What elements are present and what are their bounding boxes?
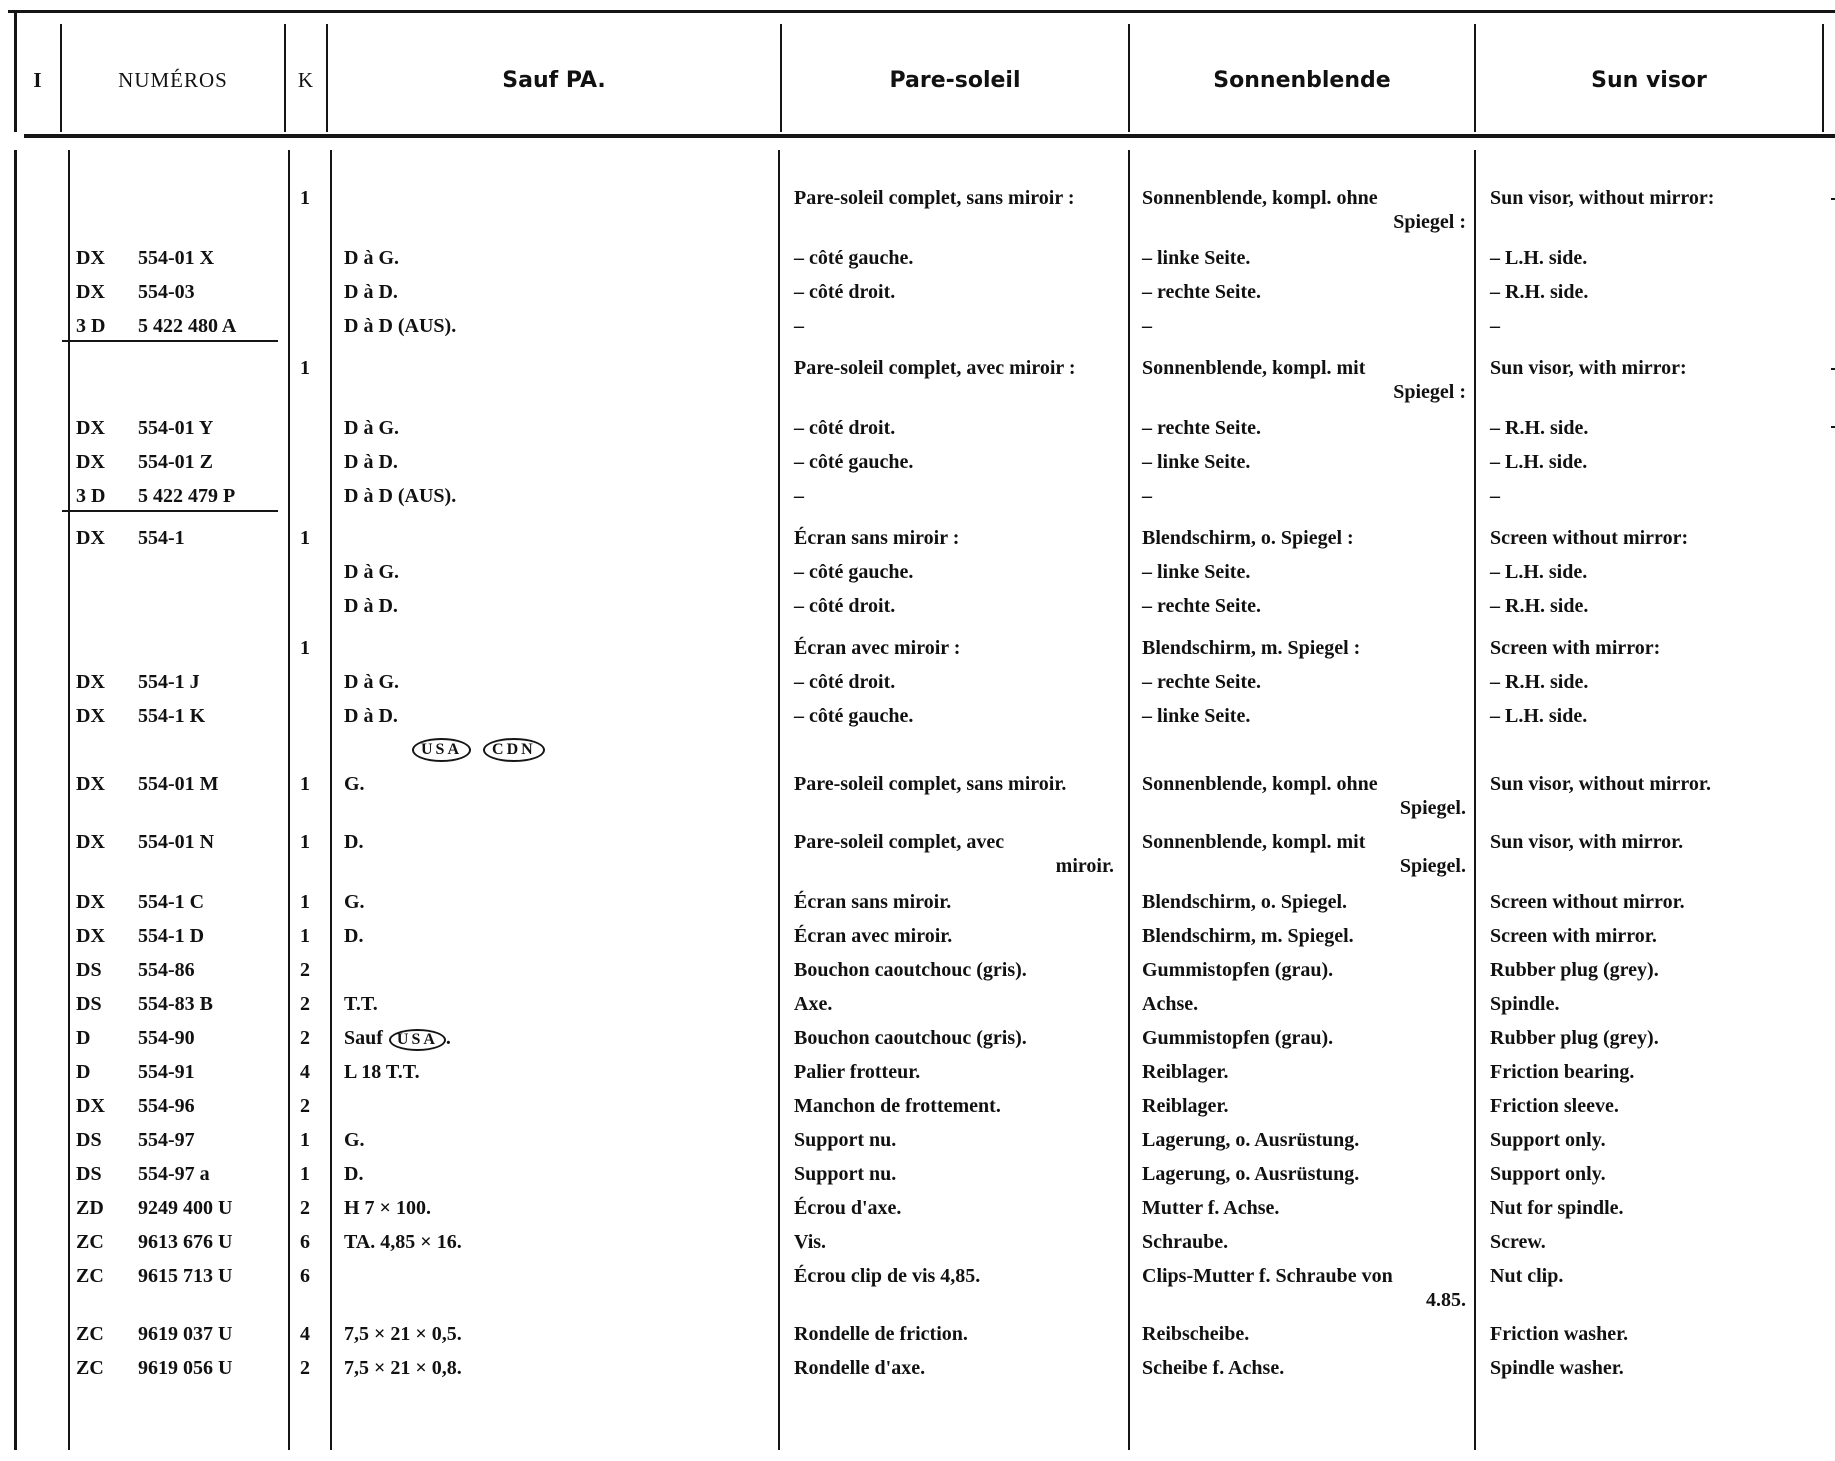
description-fr: Écran avec miroir : [794, 637, 961, 659]
part-number: 554-96 [138, 1095, 195, 1117]
header-col-en: Sun visor [1591, 67, 1707, 93]
exception-note: G. [344, 891, 365, 913]
part-prefix: 3 D [76, 485, 106, 507]
description-en: Spindle washer. [1490, 1357, 1624, 1379]
description-de: Clips-Mutter f. Schraube von [1142, 1265, 1393, 1287]
part-prefix: DX [76, 671, 105, 693]
description-de: Blendschirm, o. Spiegel. [1142, 891, 1348, 913]
description-de: Blendschirm, o. Spiegel : [1142, 527, 1354, 549]
quantity-k: 1 [300, 1163, 310, 1185]
description-en: Rubber plug (grey). [1490, 959, 1659, 981]
description-fr: – [794, 485, 804, 507]
description-fr: Pare-soleil complet, avec miroir : [794, 357, 1076, 379]
description-en: – [1490, 315, 1500, 337]
header-col-k: K [297, 67, 315, 92]
description-fr: Rondelle d'axe. [794, 1357, 926, 1379]
description-en: Support only. [1490, 1163, 1606, 1185]
description-en: – [1490, 485, 1500, 507]
description-fr: Bouchon caoutchouc (gris). [794, 1027, 1027, 1049]
description-de: Sonnenblende, kompl. mit [1142, 831, 1366, 853]
description-fr: Support nu. [794, 1163, 897, 1185]
description-de: Achse. [1142, 993, 1199, 1015]
part-number: 554-01 N [138, 831, 215, 853]
description-de: Scheibe f. Achse. [1142, 1357, 1285, 1379]
part-number: 554-01 M [138, 773, 219, 795]
description-en: Sun visor, without mirror: [1490, 187, 1715, 209]
description-en: – L.H. side. [1490, 247, 1588, 269]
description-de: – rechte Seite. [1142, 595, 1262, 617]
quantity-k: 4 [300, 1061, 310, 1083]
quantity-k: 2 [300, 959, 310, 981]
description-de: – linke Seite. [1142, 247, 1251, 269]
description-de: Schraube. [1142, 1231, 1229, 1253]
part-prefix: ZD [76, 1197, 104, 1219]
description-fr: Écrou d'axe. [794, 1197, 902, 1219]
exception-note: G. [344, 1129, 365, 1151]
quantity-k: 1 [300, 187, 310, 209]
badge-usa: USA [412, 738, 471, 762]
description-fr: Pare-soleil complet, avec [794, 831, 1005, 853]
exception-note: D à G. [344, 247, 399, 269]
description-de: – linke Seite. [1142, 705, 1251, 727]
inline-badge-wrap [383, 1027, 451, 1049]
quantity-k: 2 [300, 1027, 310, 1049]
description-en: Screen with mirror. [1490, 925, 1657, 947]
part-prefix: DX [76, 831, 105, 853]
part-number: 554-97 [138, 1129, 195, 1151]
description-en: Sun visor, with mirror. [1490, 831, 1684, 853]
badge-cdn: CDN [483, 738, 545, 762]
part-number: 554-91 [138, 1061, 195, 1083]
exception-note: G. [344, 773, 365, 795]
part-number: 9613 676 U [138, 1231, 233, 1253]
description-de: – linke Seite. [1142, 451, 1251, 473]
header-col-sauf: Sauf PA. [502, 67, 606, 93]
exception-note: 7,5 × 21 × 0,5. [344, 1323, 462, 1345]
part-number: 9619 056 U [138, 1357, 233, 1379]
exception-note: D à D. [344, 595, 398, 617]
description-en: Friction sleeve. [1490, 1095, 1619, 1117]
exception-note: 7,5 × 21 × 0,8. [344, 1357, 462, 1379]
quantity-k: 1 [300, 637, 310, 659]
description-en: – R.H. side. [1490, 417, 1589, 439]
quantity-k: 1 [300, 527, 310, 549]
description-fr: Pare-soleil complet, sans miroir. [794, 773, 1067, 795]
description-fr: – côté droit. [794, 281, 896, 303]
description-fr: Bouchon caoutchouc (gris). [794, 959, 1027, 981]
exception-note: T.T. [344, 993, 378, 1015]
description-de: Mutter f. Achse. [1142, 1197, 1280, 1219]
part-prefix: DX [76, 527, 105, 549]
description-fr: Axe. [794, 993, 833, 1015]
description-en: Screw. [1490, 1231, 1546, 1253]
quantity-k: 1 [300, 831, 310, 853]
header-col-de: Sonnenblende [1213, 67, 1391, 93]
part-number: 9249 400 U [138, 1197, 233, 1219]
description-en: Sun visor, without mirror. [1490, 773, 1711, 795]
description-fr: Écran sans miroir : [794, 527, 960, 549]
quantity-k: 6 [300, 1265, 310, 1287]
part-prefix: D [76, 1027, 91, 1049]
description-en: – R.H. side. [1490, 671, 1589, 693]
description-de-continuation: Spiegel : [1393, 381, 1466, 403]
description-de: Gummistopfen (grau). [1142, 1027, 1334, 1049]
description-de: Gummistopfen (grau). [1142, 959, 1334, 981]
description-de: Sonnenblende, kompl. mit [1142, 357, 1366, 379]
part-prefix: DX [76, 891, 105, 913]
description-de-continuation: 4.85. [1426, 1289, 1466, 1311]
description-de-continuation: Spiegel. [1399, 855, 1466, 877]
description-fr: Rondelle de friction. [794, 1323, 968, 1345]
exception-note: D. [344, 831, 364, 853]
part-prefix: ZC [76, 1265, 104, 1287]
part-number: 5 422 479 P [138, 485, 236, 507]
part-number: 9615 713 U [138, 1265, 233, 1287]
part-prefix: 3 D [76, 315, 106, 337]
part-prefix: ZC [76, 1357, 104, 1379]
exception-note: L 18 T.T. [344, 1061, 420, 1083]
description-de: – [1142, 315, 1152, 337]
description-en: Rubber plug (grey). [1490, 1027, 1659, 1049]
description-fr-continuation: miroir. [1055, 855, 1114, 877]
description-de-continuation: Spiegel. [1399, 797, 1466, 819]
part-prefix: ZC [76, 1231, 104, 1253]
description-de-continuation: Spiegel : [1393, 211, 1466, 233]
description-de: Lagerung, o. Ausrüstung. [1142, 1129, 1360, 1151]
description-en: Sun visor, with mirror: [1490, 357, 1687, 379]
description-fr: – côté gauche. [794, 705, 914, 727]
part-number: 554-83 B [138, 993, 213, 1015]
part-number: 554-1 K [138, 705, 206, 727]
description-en: Spindle. [1490, 993, 1560, 1015]
quantity-k: 2 [300, 1357, 310, 1379]
description-en: Friction washer. [1490, 1323, 1629, 1345]
description-de: – [1142, 485, 1152, 507]
inline-period: . [445, 1027, 451, 1049]
description-de: Lagerung, o. Ausrüstung. [1142, 1163, 1360, 1185]
part-number: 554-1 [138, 527, 185, 549]
exception-note: D à D. [344, 451, 398, 473]
description-fr: – côté gauche. [794, 247, 914, 269]
quantity-k: 1 [300, 357, 310, 379]
description-de: Reibscheibe. [1142, 1323, 1250, 1345]
part-number: 5 422 480 A [138, 315, 237, 337]
exception-note: D à G. [344, 671, 399, 693]
part-number: 554-1 J [138, 671, 200, 693]
part-prefix: DS [76, 1129, 102, 1151]
part-number: 554-01 Y [138, 417, 214, 439]
description-fr: Manchon de frottement. [794, 1095, 1001, 1117]
description-de: Sonnenblende, kompl. ohne [1142, 773, 1378, 795]
quantity-k: 2 [300, 1095, 310, 1117]
description-fr: – côté droit. [794, 417, 896, 439]
description-fr: – [794, 315, 804, 337]
description-en: Support only. [1490, 1129, 1606, 1151]
description-fr: Palier frotteur. [794, 1061, 921, 1083]
part-prefix: DX [76, 451, 105, 473]
description-en: – R.H. side. [1490, 595, 1589, 617]
description-de: – rechte Seite. [1142, 281, 1262, 303]
description-en: – L.H. side. [1490, 561, 1588, 583]
exception-note: TA. 4,85 × 16. [344, 1231, 462, 1253]
part-number: 9619 037 U [138, 1323, 233, 1345]
description-de: Sonnenblende, kompl. ohne [1142, 187, 1378, 209]
description-de: – linke Seite. [1142, 561, 1251, 583]
header-col-numeros: NUMÉROS [118, 67, 228, 92]
quantity-k: 1 [300, 773, 310, 795]
badge-usa-inline: USA [389, 1029, 446, 1051]
description-de: Reiblager. [1142, 1061, 1229, 1083]
quantity-k: 1 [300, 891, 310, 913]
part-prefix: DX [76, 247, 105, 269]
description-de: Reiblager. [1142, 1095, 1229, 1117]
quantity-k: 4 [300, 1323, 310, 1345]
exception-note: D. [344, 925, 364, 947]
description-fr: Pare-soleil complet, sans miroir : [794, 187, 1075, 209]
header-col-i: I [33, 67, 43, 92]
description-fr: – côté droit. [794, 595, 896, 617]
exception-note: Sauf USA . [344, 1027, 451, 1049]
description-fr: Écran sans miroir. [794, 891, 952, 913]
description-en: – R.H. side. [1490, 281, 1589, 303]
part-prefix: DS [76, 959, 102, 981]
exception-note: D à D (AUS). [344, 485, 457, 507]
part-number: 554-1 C [138, 891, 205, 913]
description-de: Blendschirm, m. Spiegel. [1142, 925, 1354, 947]
part-prefix: DX [76, 925, 105, 947]
exception-note: D à D. [344, 281, 398, 303]
part-number: 554-01 X [138, 247, 215, 269]
exception-note: D à D (AUS). [344, 315, 457, 337]
description-de: Blendschirm, m. Spiegel : [1142, 637, 1361, 659]
description-fr: – côté droit. [794, 671, 896, 693]
part-prefix: DS [76, 1163, 102, 1185]
part-prefix: DX [76, 417, 105, 439]
description-en: – L.H. side. [1490, 705, 1588, 727]
part-prefix: ZC [76, 1323, 104, 1345]
part-number: 554-03 [138, 281, 195, 303]
description-fr: Écran avec miroir. [794, 925, 953, 947]
quantity-k: 2 [300, 1197, 310, 1219]
description-fr: Support nu. [794, 1129, 897, 1151]
part-prefix: DX [76, 1095, 105, 1117]
description-fr: – côté gauche. [794, 561, 914, 583]
exception-note: D à G. [344, 417, 399, 439]
part-prefix: D [76, 1061, 91, 1083]
description-en: Friction bearing. [1490, 1061, 1635, 1083]
part-number: 554-1 D [138, 925, 205, 947]
part-prefix: DX [76, 773, 105, 795]
description-en: – L.H. side. [1490, 451, 1588, 473]
description-en: Nut clip. [1490, 1265, 1564, 1287]
description-de: – rechte Seite. [1142, 671, 1262, 693]
exception-note: D à G. [344, 561, 399, 583]
part-number: 554-90 [138, 1027, 195, 1049]
description-en: Screen without mirror. [1490, 891, 1685, 913]
quantity-k: 6 [300, 1231, 310, 1253]
quantity-k: 2 [300, 993, 310, 1015]
description-fr: Écrou clip de vis 4,85. [794, 1265, 981, 1287]
part-prefix: DS [76, 993, 102, 1015]
quantity-k: 1 [300, 925, 310, 947]
description-en: Screen without mirror: [1490, 527, 1689, 549]
header-col-fr: Pare-soleil [889, 67, 1021, 93]
description-fr: – côté gauche. [794, 451, 914, 473]
exception-note: H 7 × 100. [344, 1197, 431, 1219]
part-number: 554-86 [138, 959, 195, 981]
exception-note: D. [344, 1163, 364, 1185]
exception-note: D à D. [344, 705, 398, 727]
part-prefix: DX [76, 281, 105, 303]
quantity-k: 1 [300, 1129, 310, 1151]
part-number: 554-97 a [138, 1163, 210, 1185]
description-en: Screen with mirror: [1490, 637, 1661, 659]
description-en: Nut for spindle. [1490, 1197, 1624, 1219]
part-number: 554-01 Z [138, 451, 213, 473]
part-prefix: DX [76, 705, 105, 727]
description-fr: Vis. [794, 1231, 827, 1253]
description-de: – rechte Seite. [1142, 417, 1262, 439]
